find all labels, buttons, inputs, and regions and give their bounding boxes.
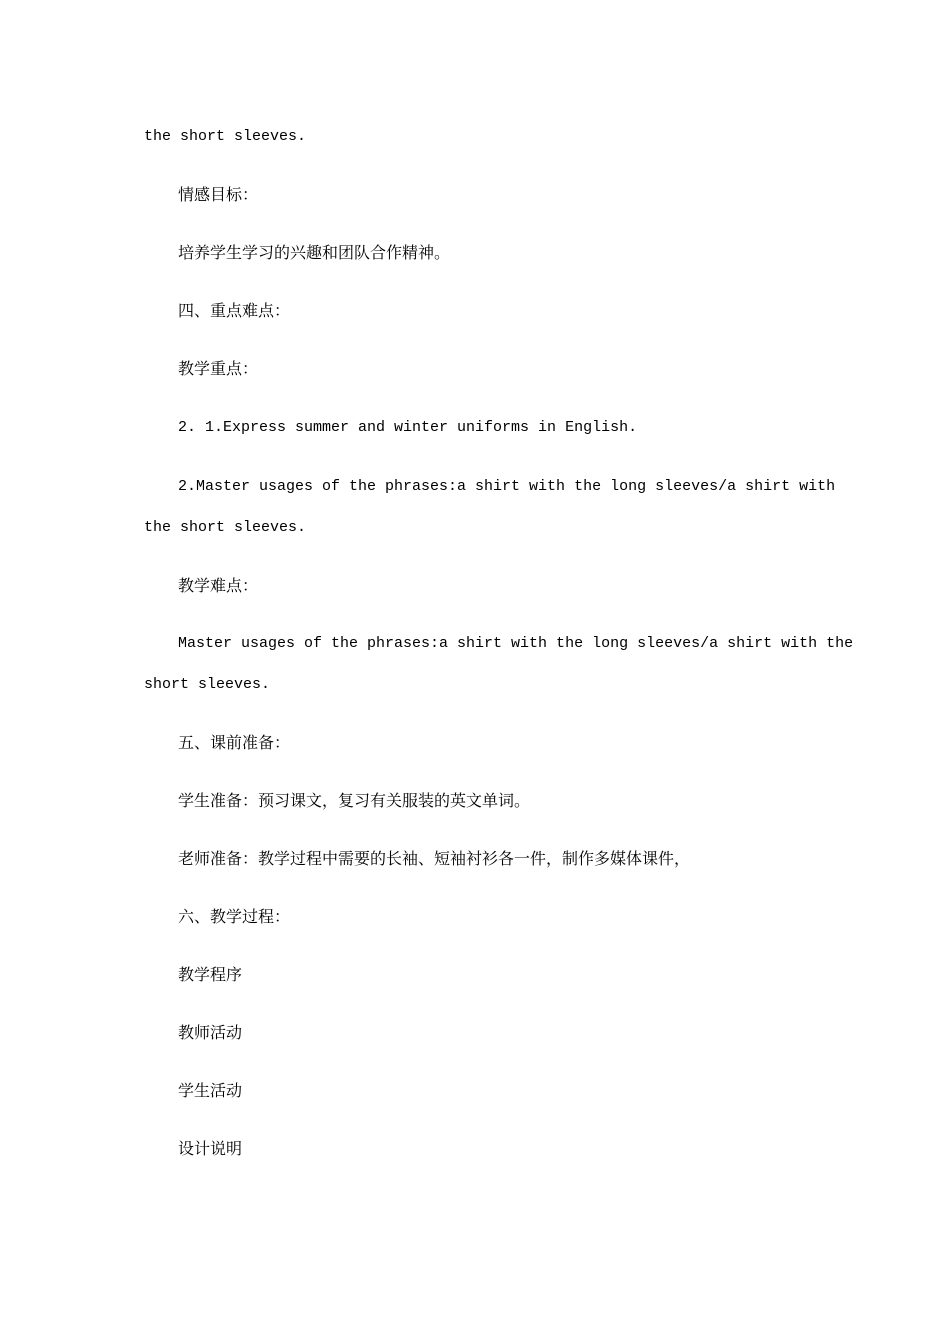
text-line: 老师准备：教学过程中需要的长袖、短袖衬衫各一件，制作多媒体课件， [178, 849, 691, 868]
section-subheading: 教学重点： [178, 359, 259, 378]
text-line: Master usages of the phrases:a shirt with the long sleeves/a shirt with the [178, 635, 854, 652]
text-line: the short sleeves. [144, 519, 307, 536]
text-line: 教学程序 [178, 965, 243, 984]
text-line: 学生活动 [178, 1081, 243, 1100]
section-subheading: 教学难点： [178, 576, 259, 595]
section-heading: 四、重点难点： [178, 301, 291, 320]
text-line: 设计说明 [178, 1139, 243, 1158]
text-line: short sleeves. [144, 676, 271, 693]
text-line: 培养学生学习的兴趣和团队合作精神。 [178, 243, 451, 262]
text-line: 2.Master usages of the phrases:a shirt with the long sleeves/a shirt with [178, 478, 836, 495]
text-line: 学生准备：预习课文，复习有关服装的英文单词。 [178, 791, 531, 810]
section-subheading: 情感目标： [178, 185, 259, 204]
section-heading: 五、课前准备： [178, 733, 291, 752]
text-line: the short sleeves. [144, 128, 307, 145]
text-line: 教师活动 [178, 1023, 243, 1042]
section-heading: 六、教学过程： [178, 907, 291, 926]
text-line: 2. 1.Express summer and winter uniforms in English. [178, 419, 638, 436]
